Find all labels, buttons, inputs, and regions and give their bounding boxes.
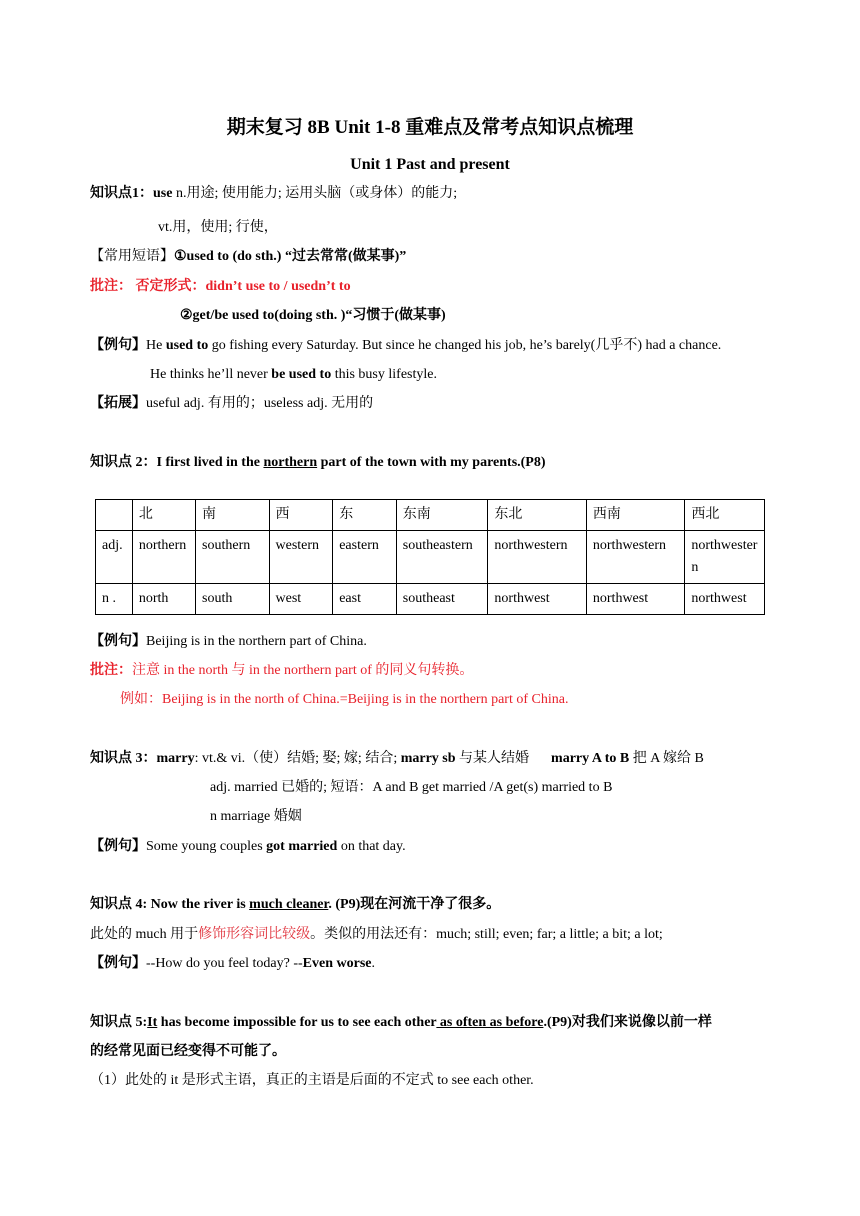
table-cell: southeastern	[396, 531, 488, 584]
kp2-note-text: 注意 in the north 与 in the northern part of 的同义句转换。	[132, 663, 474, 678]
kp1-phrase1-line	[90, 247, 406, 267]
table-cell: northwest	[488, 584, 586, 615]
kp4-ex-b: Even worse	[302, 956, 372, 971]
kp5-sent-b: as often as before	[436, 1015, 544, 1030]
kp1-ext-tag: 【拓展】	[90, 396, 146, 411]
table-row	[96, 500, 765, 531]
table-cell: south	[196, 584, 270, 615]
kp3-phrase1: marry sb	[400, 751, 456, 766]
kp2-label: 知识点 2：	[90, 455, 157, 470]
kp5-heading	[90, 1013, 712, 1033]
table-row	[96, 584, 765, 615]
kp2-sent-a: I first lived in the	[156, 455, 264, 470]
table-cell: east	[333, 584, 397, 615]
kp3-ex-c: on that day.	[337, 839, 406, 854]
table-cell: southern	[196, 531, 270, 584]
table-cell: northern	[132, 531, 195, 584]
kp4-label-c: . (P9)现在河流干净了很多。	[328, 897, 501, 912]
kp3-ex-a: Some young couples	[146, 839, 267, 854]
kp1-ex2-c: this busy lifestyle.	[331, 367, 437, 382]
kp1-ex2-a: He thinks he’ll never	[150, 367, 272, 382]
kp1-extension	[90, 394, 373, 414]
kp3-phrase2-def: 把 A 嫁给 B	[629, 751, 704, 766]
kp4-example	[90, 954, 375, 974]
kp1-note-line	[90, 277, 351, 297]
kp2-note	[90, 661, 473, 681]
kp1-example2	[150, 365, 437, 385]
kp4-example-tag: 【例句】	[90, 956, 146, 971]
unit-title: Unit 1 Past and present	[350, 156, 510, 173]
table-cell: western	[269, 531, 333, 584]
kp1-heading	[90, 184, 457, 204]
table-cell: 西北	[685, 500, 765, 531]
kp4-ex-c: .	[371, 956, 375, 971]
kp4-desc	[90, 925, 663, 945]
kp1-word: use	[153, 186, 173, 201]
table-cell: adj.	[96, 531, 133, 584]
kp1-ex1-c: go fishing every Saturday. But since he changed his job, he’s barely(几乎不) had a chance.	[208, 338, 722, 353]
kp5-sent-c: .(P9)对我们来说像以前一样	[543, 1015, 712, 1030]
table-cell: northwestern	[685, 531, 765, 584]
kp3-phrase2: marry A to B	[551, 751, 630, 766]
kp2-note-example: 例如：Beijing is in the north of China.=Beijing is in the northern part of China.	[120, 692, 569, 707]
page-title: 期末复习 8B Unit 1-8 重难点及常考点知识点梳理	[226, 117, 634, 138]
table-cell	[96, 500, 133, 531]
kp4-desc-c: 。类似的用法还有：much; still; even; far; a little; a bit; a lot;	[310, 927, 663, 942]
table-cell: northwestern	[586, 531, 684, 584]
kp2-note-label: 批注：	[90, 663, 132, 678]
table-cell: 东北	[488, 500, 586, 531]
kp1-noun-def: n.用途; 使用能力; 运用头脑（或身体）的能力;	[172, 186, 458, 201]
kp1-label: 知识点1：	[90, 186, 153, 201]
kp1-ex1-b: used to	[165, 338, 209, 353]
kp5-sent-a: has become impossible for us to see each other	[157, 1015, 437, 1030]
kp3-adj-line: adj. married 已婚的; 短语：A and B get married /A get(s) married to B	[210, 780, 613, 795]
kp5-label: 知识点 5:	[90, 1015, 148, 1030]
kp1-ex1-a: He	[146, 338, 166, 353]
table-cell: n .	[96, 584, 133, 615]
kp2-heading	[90, 453, 546, 473]
kp2-example	[90, 632, 367, 652]
kp5-heading-cont: 的经常见面已经变得不可能了。	[90, 1044, 286, 1059]
table-row	[96, 531, 765, 584]
kp3-def: : vt.& vi.（使）结婚; 娶; 嫁; 结合;	[194, 751, 401, 766]
kp1-ex2-b: be used to	[271, 367, 332, 382]
kp5-it: It	[147, 1015, 158, 1030]
table-cell: 西	[269, 500, 333, 531]
kp3-word: marry	[156, 751, 195, 766]
table-cell: 南	[196, 500, 270, 531]
kp1-phrase2: ②get/be used to(doing sth. )“习惯于(做某事)	[180, 308, 446, 323]
kp3-example-tag: 【例句】	[90, 839, 146, 854]
kp1-ext-text: useful adj. 有用的；useless adj. 无用的	[146, 396, 374, 411]
table-cell: 西南	[586, 500, 684, 531]
kp4-desc-b: 修饰形容词比较级	[198, 927, 311, 942]
kp4-label-a: 知识点 4: Now the river is	[90, 897, 250, 912]
kp1-note-text: didn’t use to / usedn’t to	[205, 279, 351, 294]
table-cell: northwestern	[488, 531, 586, 584]
table-cell: southeast	[396, 584, 488, 615]
direction-table	[95, 499, 765, 615]
table-cell: northwest	[586, 584, 684, 615]
kp4-ex-a: --How do you feel today? --	[146, 956, 303, 971]
table-cell: 东	[333, 500, 397, 531]
kp2-sent-b: northern	[263, 455, 318, 470]
kp1-example-tag: 【例句】	[90, 338, 146, 353]
kp3-heading	[90, 749, 704, 769]
kp5-point1: （1）此处的 it 是形式主语，真正的主语是后面的不定式 to see each other.	[90, 1073, 534, 1088]
kp4-heading	[90, 895, 500, 915]
table-cell: 北	[132, 500, 195, 531]
kp3-example	[90, 837, 406, 857]
kp3-noun-line: n marriage 婚姻	[210, 809, 302, 824]
kp4-label-b: much cleaner	[249, 897, 329, 912]
kp1-phrase-tag: 【常用短语】	[90, 249, 174, 264]
kp2-sent-c: part of the town with my parents.(P8)	[317, 455, 546, 470]
table-cell: northwest	[685, 584, 765, 615]
table-cell: north	[132, 584, 195, 615]
kp3-label: 知识点 3：	[90, 751, 157, 766]
kp1-verb-def: vt.用，使用; 行使，	[158, 220, 278, 235]
table-cell: west	[269, 584, 333, 615]
table-cell: eastern	[333, 531, 397, 584]
kp1-phrase1: ①used to (do sth.) “过去常常(做某事)”	[174, 249, 407, 264]
kp4-desc-a: 此处的 much 用于	[90, 927, 199, 942]
kp2-example-tag: 【例句】	[90, 634, 146, 649]
kp3-ex-b: got married	[266, 839, 338, 854]
table-cell: 东南	[396, 500, 488, 531]
kp3-phrase1-def: 与某人结婚	[455, 751, 530, 766]
kp1-note-label: 批注： 否定形式：	[90, 279, 206, 294]
kp1-example1	[90, 336, 721, 356]
kp2-example-text: Beijing is in the northern part of China.	[146, 634, 367, 649]
